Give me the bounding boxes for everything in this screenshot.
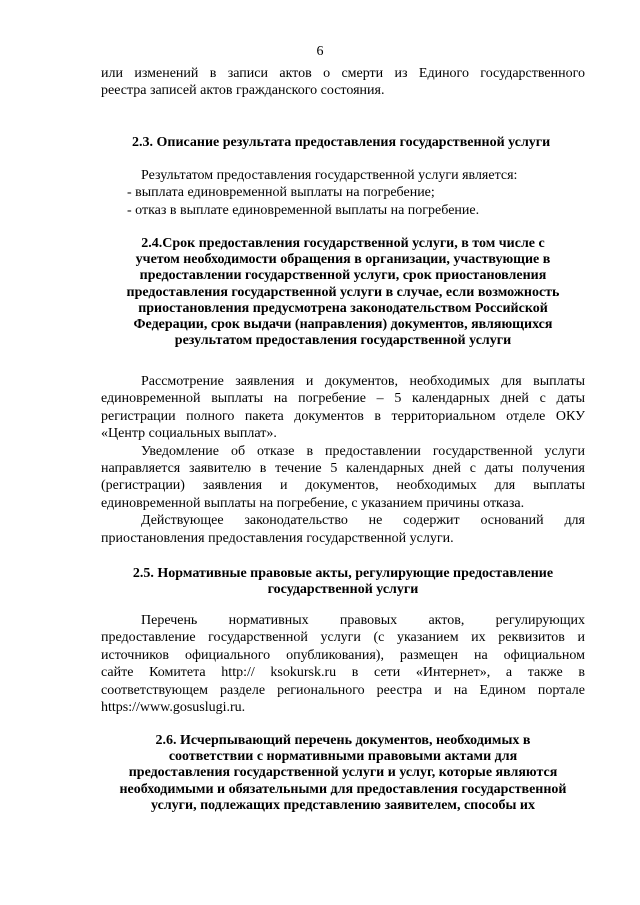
text-line: - отказ в выплате единовременной выплаты на погребение. xyxy=(127,202,480,218)
section-2-4-heading xyxy=(101,236,585,349)
heading-line: необходимыми и обязательными для предоставления государственной xyxy=(119,781,567,797)
text-line: https://www.gosuslugi.ru. xyxy=(101,700,246,716)
text-line: регистрации полного пакета документов в территориальном отделе ОКУ xyxy=(101,408,585,424)
heading-line: 2.5. Нормативные правовые акты, регулирующие предоставление xyxy=(132,566,554,581)
section-2-5-heading xyxy=(101,566,585,598)
text-line: или изменений в записи актов о смерти из Единого государственного xyxy=(101,66,585,81)
text-line: реестра записей актов гражданского состояния. xyxy=(101,83,385,99)
text-line: Перечень нормативных правовых актов, регулирующих xyxy=(141,613,585,628)
page-number: 6 xyxy=(316,44,324,59)
text-line: источников официального опубликования), размещен на официальном xyxy=(101,647,585,663)
text-line: единовременной выплаты на погребение, с указанием причины отказа. xyxy=(101,495,525,511)
text-line: (регистрации) заявления и документов, необходимых для выплаты xyxy=(101,478,585,494)
heading-line: государственной услуги xyxy=(267,582,419,598)
heading-line: результатом предоставления государственной услуги xyxy=(174,333,512,349)
text-line: соответствующем разделе регионального реестра и на Едином портале xyxy=(101,682,585,698)
heading-line: учетом необходимости обращения в организации, участвующие в xyxy=(135,252,551,268)
heading-line: услуги, подлежащих представлению заявителем, способы их xyxy=(151,797,535,813)
heading-line: Федерации, срок выдачи (направления) документов, являющихся xyxy=(133,317,553,333)
text-line: Действующее законодательство не содержит оснований для xyxy=(141,513,585,529)
text-line: Уведомление об отказе в предоставлении государственной услуги xyxy=(141,443,585,459)
heading-line: 2.4.Срок предоставления государственной услуги, в том числе с xyxy=(141,236,545,251)
text-line: направляется заявителю в течение 5 календарных дней с даты получения xyxy=(101,461,585,477)
section-2-4-body xyxy=(101,373,585,547)
heading-line: предоставления государственной услуги в случае, если возможность xyxy=(126,284,560,300)
heading-line: 2.6. Исчерпывающий перечень документов, необходимых в xyxy=(155,733,531,748)
text-line: Рассмотрение заявления и документов, необходимых для выплаты xyxy=(141,374,585,389)
text-line: предоставление государственной услуги (с указанием их реквизитов и xyxy=(101,630,585,646)
section-2-3-heading: 2.3. Описание результата предоставления государственной услуги xyxy=(132,135,551,150)
section-2-3-body xyxy=(101,167,585,219)
section-2-5-body xyxy=(101,612,585,716)
heading-line: предоставлении государственной услуги, срок приостановления xyxy=(139,268,547,284)
heading-line: предоставления государственной услуги и услуг, которые являются xyxy=(128,765,558,781)
text-line: - выплата единовременной выплаты на погребение; xyxy=(127,185,435,201)
heading-line: соответствии с нормативными правовыми актами для xyxy=(168,749,518,765)
text-line: Результатом предоставления государственной услуги является: xyxy=(141,168,518,183)
heading-line: приостановления предусмотрена законодательством Российской xyxy=(138,300,548,316)
text-line: приостановления предоставления государственной услуги. xyxy=(101,530,454,546)
text-line: единовременной выплаты на погребение – 5 календарных дней с даты xyxy=(101,391,585,407)
section-2-6-heading xyxy=(101,733,585,814)
text-line: сайте Комитета http:// ksokursk.ru в сети «Интернет», а также в xyxy=(101,665,585,681)
text-line: «Центр социальных выплат». xyxy=(101,426,277,442)
intro-paragraph xyxy=(101,65,585,100)
